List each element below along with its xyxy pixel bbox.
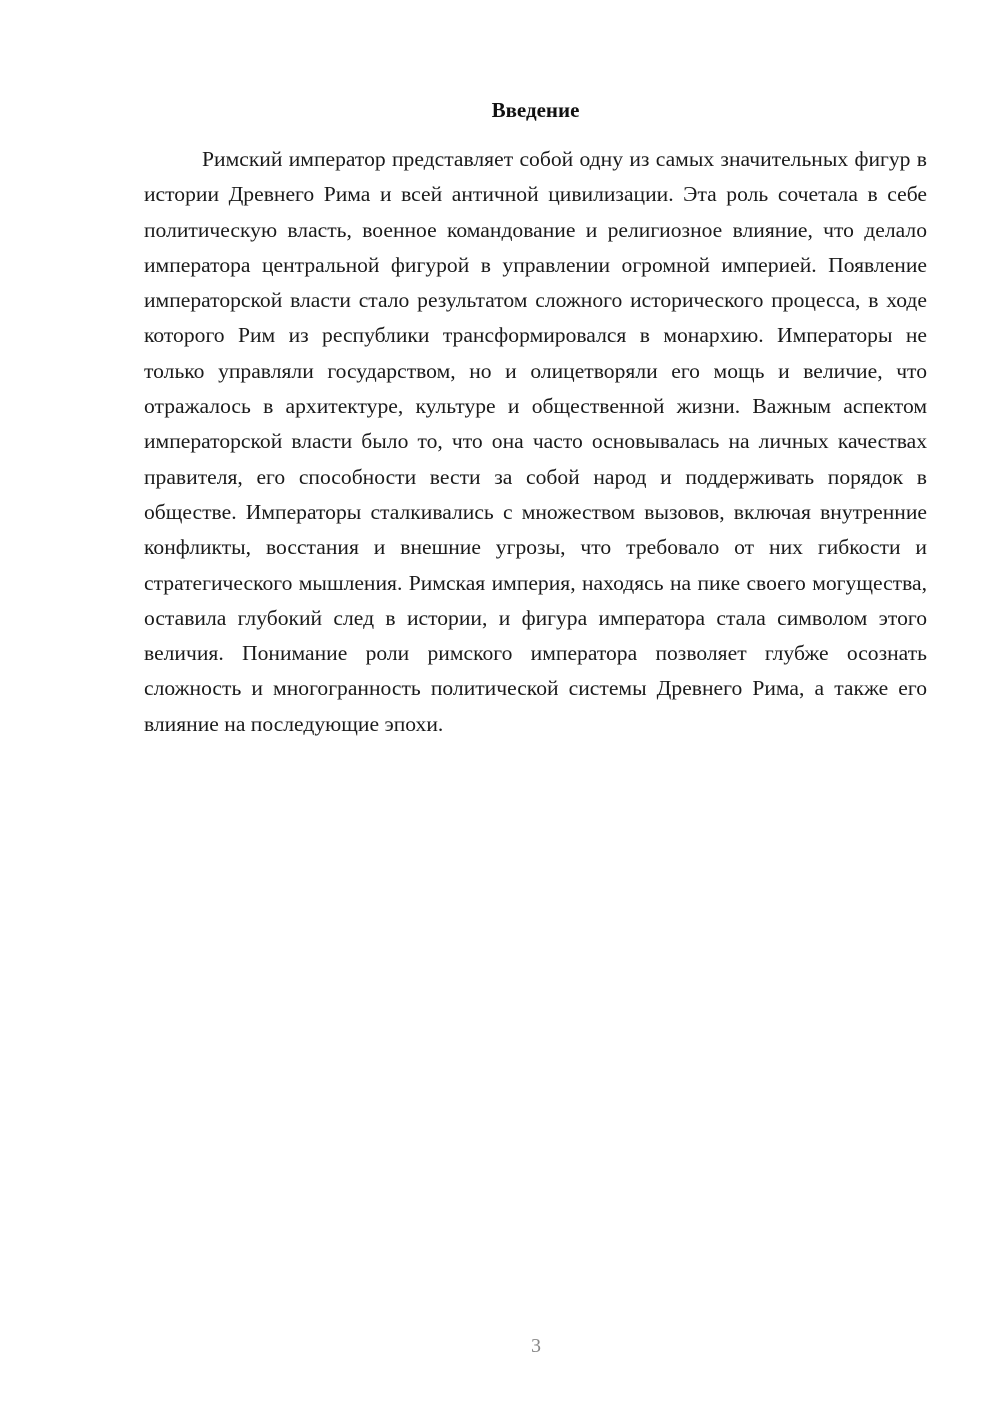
body-paragraph: Римский император представляет собой одну из самых значительных фигур в истории Древнего Рима и всей античной цивилизации. Эта роль сочетала в себе политическую власть, военное командование и религиозное влияние, что делало императора центральной фигурой в управлении огромной империей. Появление императорской власти стало результатом сложного исторического процесса, в ходе которого Рим из республики трансформировался в монархию. Императоры не только управляли государством, но и олицетворяли его мощь и величие, что отражалось в архитектуре, культуре и общественной жизни. Важным аспектом императорской власти было то, что она часто основывалась на личных качествах правителя, его способности вести за собой народ и поддерживать порядок в обществе. Императоры сталкивались с множеством вызовов, включая внутренние конфликты, восстания и внешние угрозы, что требовало от них гибкости и стратегического мышления. Римская империя, находясь на пике своего могущества, оставила глубокий след в истории, и фигура императора стала символом этого величия. Понимание роли римского императора позволяет глубже осознать сложность и многогранность политической системы Древнего Рима, а также его влияние на последующие эпохи.	[144, 147, 927, 736]
section-heading: Введение	[491, 98, 580, 122]
page-number: 3	[531, 1335, 541, 1357]
